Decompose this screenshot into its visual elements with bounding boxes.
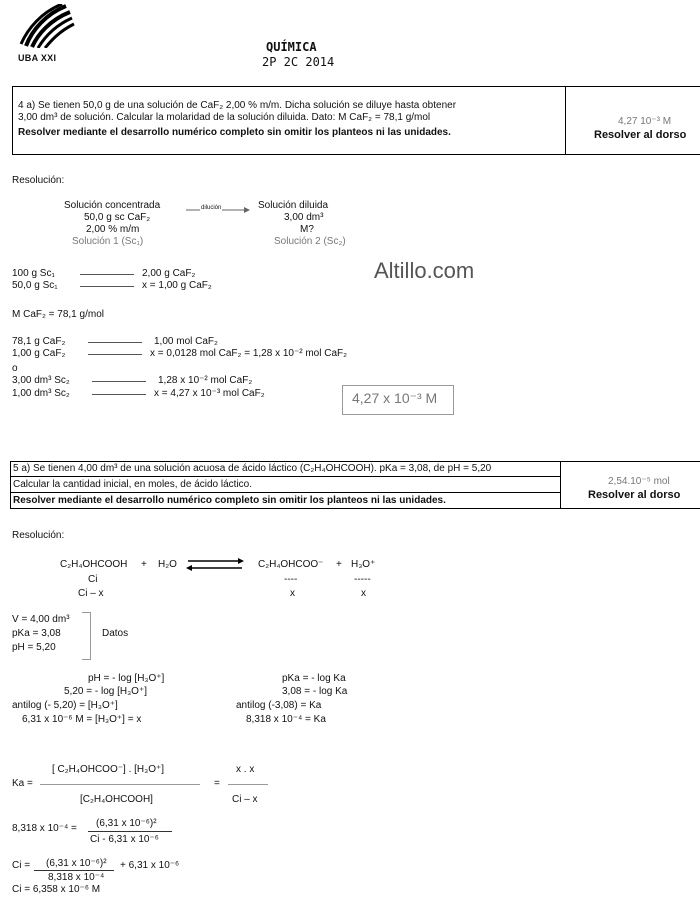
q5-answer: 2,54.10⁻⁵ mol [608,476,670,487]
ph-2: 5,20 = - log [H₃O⁺] [64,686,147,697]
res4-dil-l3: Solución 2 (Sc₂) [274,236,346,247]
rule-line [80,286,134,287]
rule-line [88,342,142,343]
under-r2: Ci – x [78,588,104,599]
res4-conc-l1: 50,0 g sc CaF₂ [84,212,151,223]
res4-result: 4,27 x 10⁻³ M [352,390,438,406]
res4-r3a: 78,1 g CaF₂ [12,336,66,347]
res4-r1a: 100 g Sc₁ [12,268,55,279]
rule-line [92,381,146,382]
data-v: V = 4,00 dm³ [12,614,70,625]
q5-answer-note: Resolver al dorso [588,489,681,501]
q5-line3: Resolver mediante el desarrollo numérico completo sin omitir los planteos ni las unidades. [13,495,446,506]
res4-dil-l2: M? [300,224,314,235]
ka-numerator: [ C₂H₄OHCOO⁻] . [H₃O⁺] [52,764,165,775]
under-p2b: x [361,588,366,599]
eq-reactant: C₂H₄OHCOOH [60,559,128,570]
data-pka: pKa = 3,08 [12,628,61,639]
eq-water: H₂O [158,559,177,570]
dilution-label: dilución [201,205,222,211]
equilibrium-arrows-icon [186,557,244,573]
eq-plus-1: + [141,559,147,570]
res4-molar-mass: M CaF₂ = 78,1 g/mol [12,309,104,320]
ka-right-numerator: x . x [236,764,255,775]
question-4-divider [565,86,566,155]
pk-2: 3,08 = - log Ka [282,686,348,697]
pk-1: pKa = - log Ka [282,673,346,684]
res5-label: Resolución: [12,530,65,541]
ka-right-denominator: Ci – x [232,794,258,805]
pk-4: 8,318 x 10⁻⁴ = Ka [246,714,326,725]
ph-4: 6,31 x 10⁻⁶ M = [H₃O⁺] = x [22,714,142,725]
fraction-bar [228,784,268,785]
res4-label: Resolución: [12,175,65,186]
res4-r3b: 1,00 mol CaF₂ [154,336,218,347]
ka-label: Ka = [12,778,33,789]
question-5-divider [560,461,561,509]
res4-dil-title: Solución diluida [258,200,329,211]
step1-lhs: 8,318 x 10⁻⁴ = [12,823,77,834]
res4-dil-l1: 3,00 dm³ [284,212,324,223]
step1-num: (6,31 x 10⁻⁶)² [96,818,157,829]
q5-line1: 5 a) Se tienen 4,00 dm³ de una solución acuosa de ácido láctico (C₂H₄OHCOOH). pKa = 3,08, de pH = 5,20 [13,463,492,474]
res4-r4b: x = 0,0128 mol CaF₂ = 1,28 x 10⁻² mol CaF₂ [150,348,348,359]
res4-r6a: 1,00 dm³ Sc₂ [12,388,70,399]
logo-text: UBA XXI [18,53,57,63]
pk-3: antilog (-3,08) = Ka [236,700,322,711]
under-r1: Ci [88,574,98,585]
rule-line [88,354,142,355]
watermark: Altillo.com [374,258,475,283]
step1-den: Ci - 6,31 x 10⁻⁶ [90,834,159,845]
res4-conc-title: Solución concentrada [64,200,161,211]
res4-r6b: x = 4,27 x 10⁻³ mol CaF₂ [154,388,265,399]
page-subtitle: 2P 2C 2014 [262,55,335,69]
step2-lhs: Ci = [12,860,31,871]
logo-stripes-icon [18,4,78,48]
fraction-bar [34,870,114,871]
data-ph: pH = 5,20 [12,642,56,653]
eq-prod-1: C₂H₄OHCOO⁻ [258,559,324,570]
q5-line2: Calcular la cantidad inicial, en moles, de ácido láctico. [13,479,253,490]
question-5-rowline [10,492,560,493]
res4-r1b: 2,00 g CaF₂ [142,268,196,279]
q4-answer-note: Resolver al dorso [594,129,687,141]
res4-r5b: 1,28 x 10⁻² mol CaF₂ [158,375,253,386]
res4-conc-l2: 2,00 % m/m [86,224,140,235]
step2-den: 8,318 x 10⁻⁴ [48,872,105,883]
q4-line3: Resolver mediante el desarrollo numérico completo sin omitir los planteos ni las unidades. [18,127,451,138]
q4-line2: 3,00 dm³ de solución. Calcular la molaridad de la solución diluida. Dato: M CaF₂ = 78,1 g/mol [18,112,431,123]
res4-r5a: 3,00 dm³ Sc₂ [12,375,70,386]
fraction-bar [40,784,200,785]
question-5-rowline [10,476,560,477]
res4-r4a: 1,00 g CaF₂ [12,348,66,359]
res4-conc-l3: Solución 1 (Sc₁) [72,236,144,247]
step2-num: (6,31 x 10⁻⁶)² [46,858,107,869]
ph-3: antilog (- 5,20) = [H₃O⁺] [12,700,118,711]
q4-answer: 4,27 10⁻³ M [618,116,672,127]
fraction-bar [88,831,172,832]
page-title: QUÍMICA [266,40,317,54]
under-p2a: ----- [354,574,371,585]
step3: Ci = 6,358 x 10⁻⁶ M [12,884,101,895]
under-p1a: ---- [284,574,298,585]
rule-line [80,274,134,275]
data-label: Datos [102,628,129,639]
eq-plus-2: + [336,559,342,570]
uba-logo [18,4,78,62]
res4-r2a: 50,0 g Sc₁ [12,280,58,291]
data-brace [82,612,91,660]
res4-r2b: x = 1,00 g CaF₂ [142,280,212,291]
eq-prod-2: H₃O⁺ [351,559,376,570]
res4-or: o [12,363,18,374]
rule-line [92,394,146,395]
step2-rest: + 6,31 x 10⁻⁶ [120,860,180,871]
ph-1: pH = - log [H₃O⁺] [88,673,165,684]
equilibrium-arrow [186,557,244,573]
q4-line1: 4 a) Se tienen 50,0 g de una solución de CaF₂ 2,00 % m/m. Dicha solución se diluye hasta obtener [18,100,457,111]
ka-denominator: [C₂H₄OHCOOH] [80,794,153,805]
ka-equals: = [214,778,220,789]
under-p1b: x [290,588,295,599]
